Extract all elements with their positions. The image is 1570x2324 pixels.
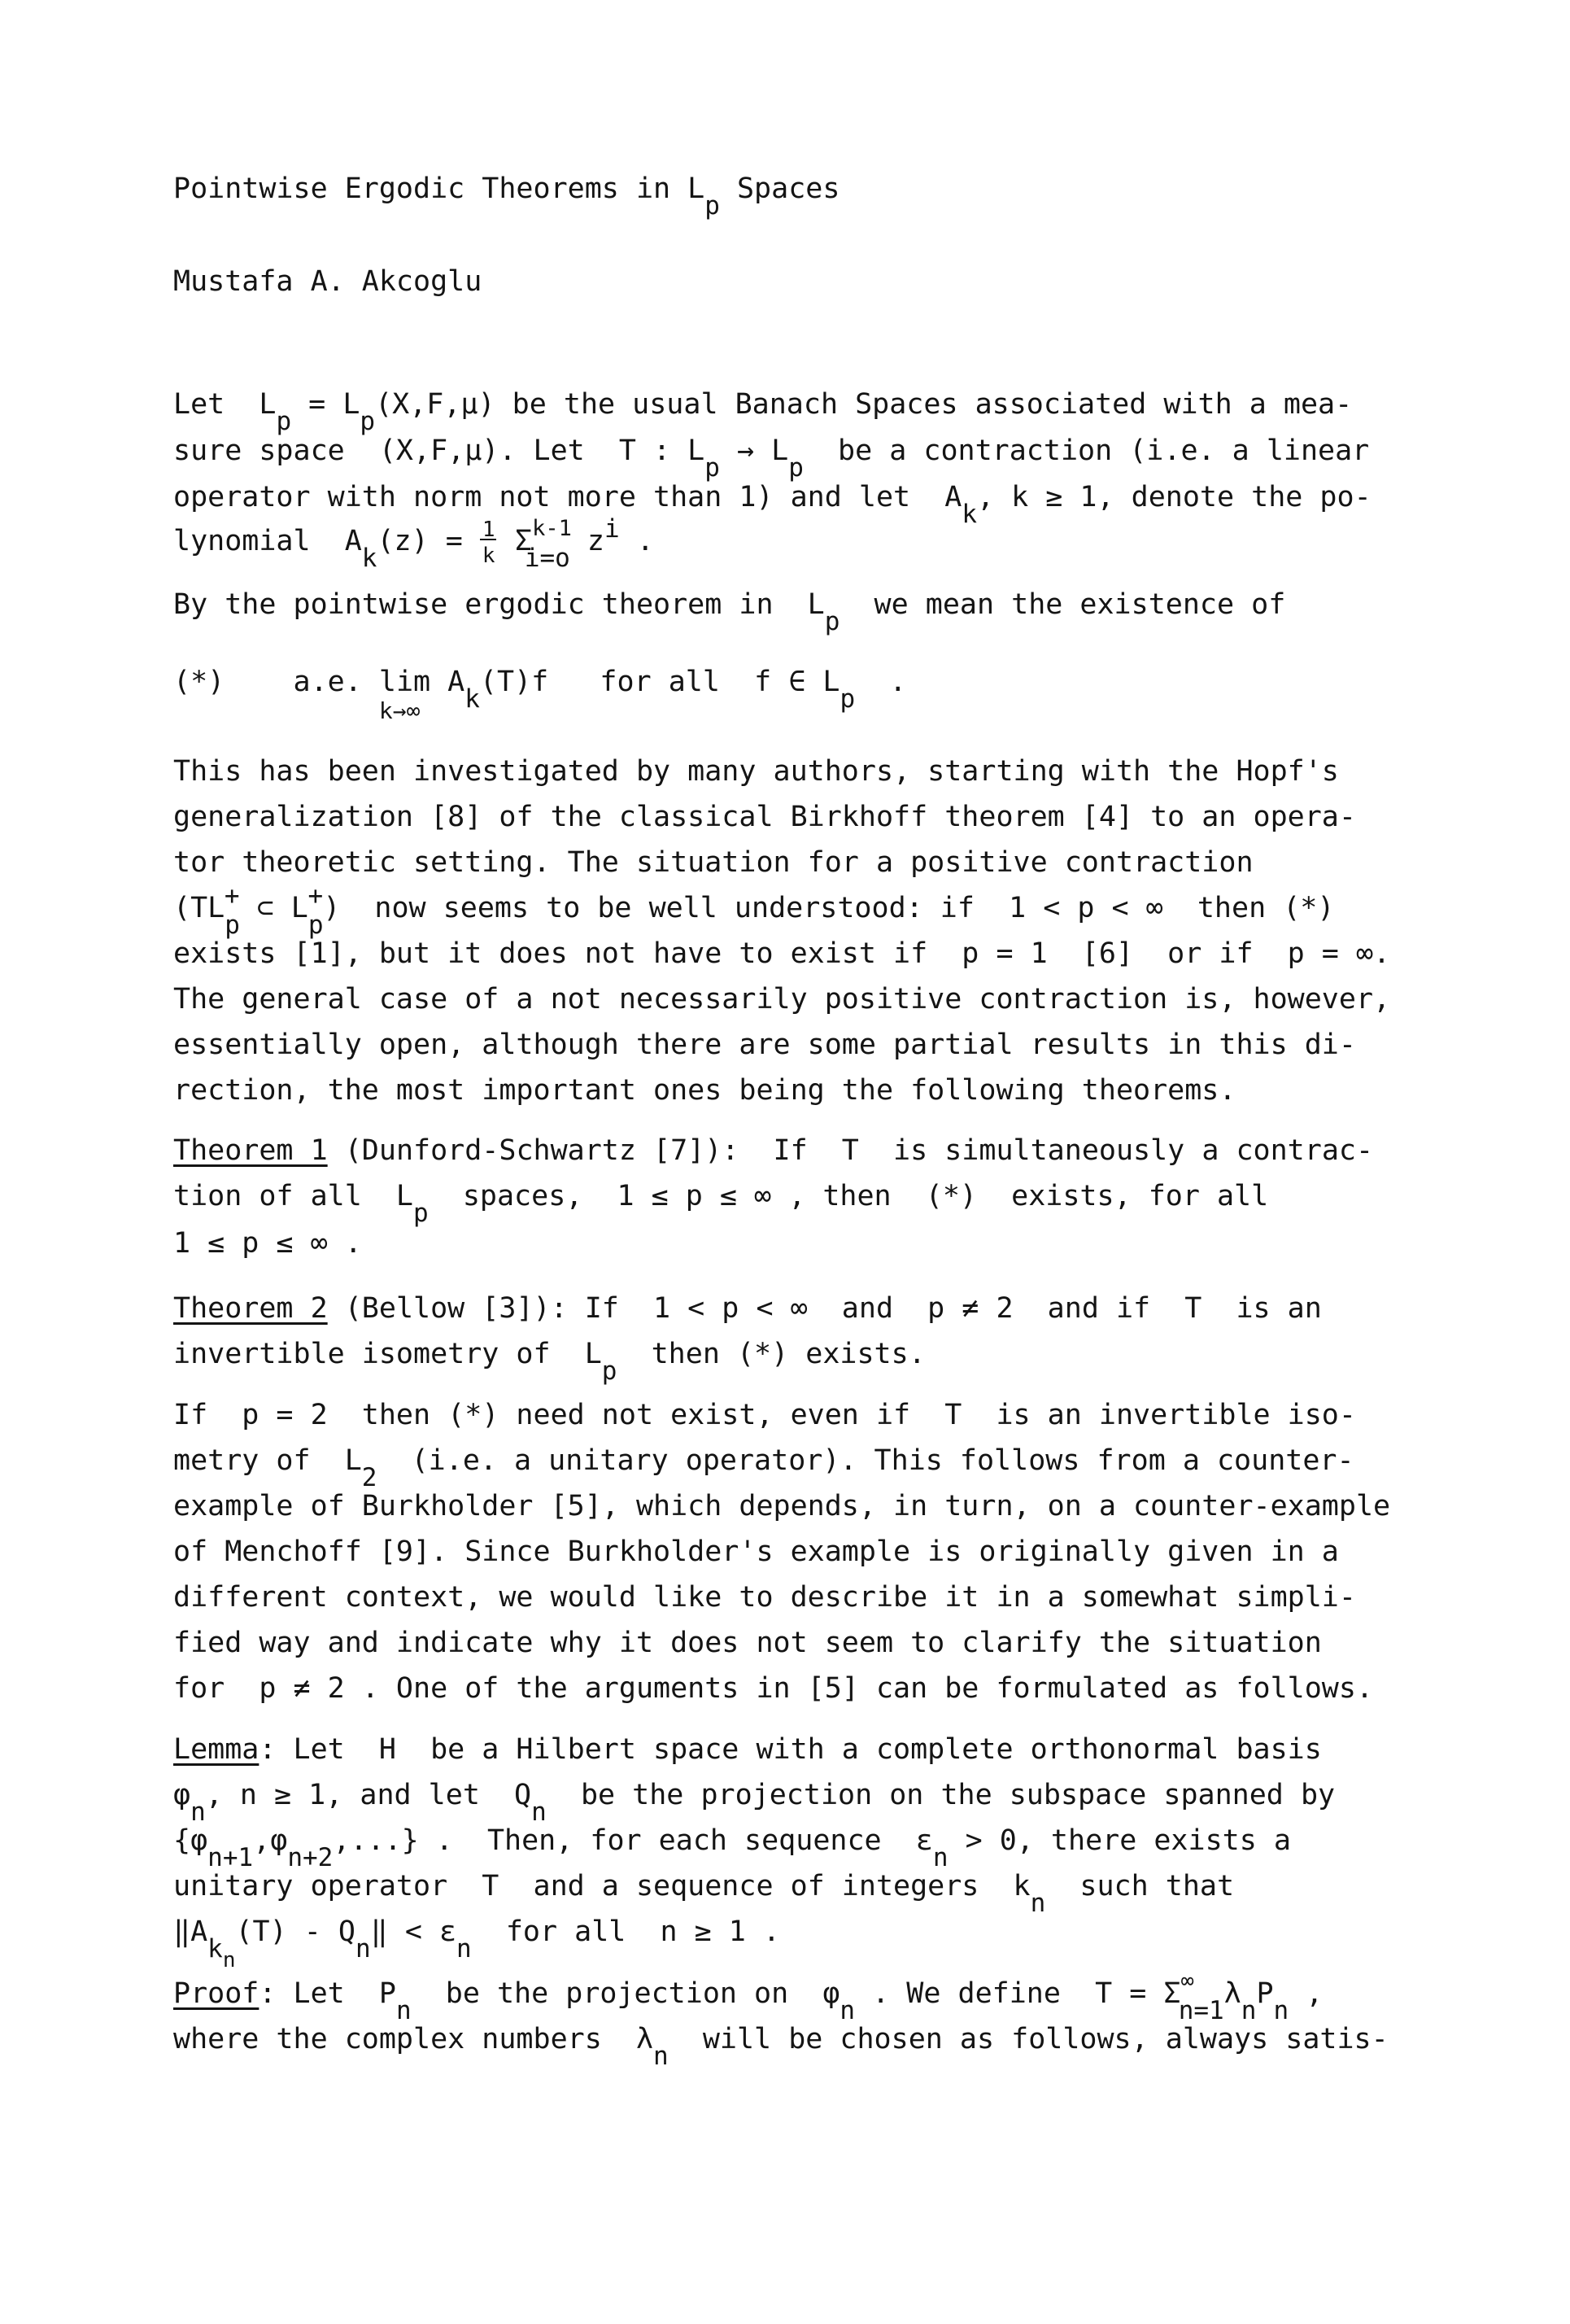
- intro-line-1: Let Lp = Lp(X,F,μ) be the usual Banach Spaces associated with a mea-: [173, 388, 1353, 436]
- para2-line-4: of Menchoff [9]. Since Burkholder's example is originally given in a: [173, 1536, 1339, 1568]
- intro-line-3: operator with norm not more than 1) and let Ak, k ≥ 1, denote the po-: [173, 481, 1372, 529]
- theorem2-line-2: invertible isometry of Lp then (*) exists.: [173, 1338, 926, 1386]
- para1-line-6: The general case of a not necessarily positive contraction is, however,: [173, 983, 1391, 1016]
- theorem1-line-1: Theorem 1 (Dunford-Schwartz [7]): If T is simultaneously a contrac-: [173, 1134, 1374, 1167]
- theorem1-line-3: 1 ≤ p ≤ ∞ .: [173, 1227, 362, 1260]
- theorem2-label: Theorem 2: [173, 1292, 328, 1325]
- limit-operator: lim k→∞: [378, 666, 431, 724]
- proof-line-2: where the complex numbers λn will be chosen as follows, always satis-: [173, 2023, 1389, 2071]
- proof-label: Proof: [173, 1977, 259, 2010]
- para1-line-8: rection, the most important ones being the following theorems.: [173, 1074, 1236, 1107]
- para1-line-1: This has been investigated by many authors, starting with the Hopf's: [173, 755, 1339, 788]
- theorem1-line-2: tion of all Lp spaces, 1 ≤ p ≤ ∞ , then (*) exists, for all: [173, 1180, 1269, 1228]
- intro-line-4: lynomial Ak(z) = 1 k $\Sigma^{k-1}i=o$ zi .: [173, 514, 654, 573]
- para2-line-7: for p ≠ 2 . One of the arguments in [5] can be formulated as follows.: [173, 1672, 1374, 1705]
- author-name: Mustafa A. Akcoglu: [173, 265, 482, 298]
- para1-line-5: exists [1], but it does not have to exist if p = 1 [6] or if p = ∞.: [173, 937, 1391, 970]
- para2-line-1: If p = 2 then (*) need not exist, even if T is an invertible iso-: [173, 1399, 1356, 1431]
- lemma-line-1: Lemma: Let H be a Hilbert space with a complete orthonormal basis: [173, 1733, 1322, 1766]
- para2-line-6: fied way and indicate why it does not seem to clarify the situation: [173, 1627, 1322, 1659]
- theorem1-label: Theorem 1: [173, 1134, 328, 1167]
- equation-star: (*) a.e. lim k→∞ Ak(T)f for all f ∈ Lp .: [173, 666, 907, 724]
- lemma-label: Lemma: [173, 1733, 259, 1766]
- para1-line-3: tor theoretic setting. The situation for a positive contraction: [173, 846, 1254, 879]
- para2-line-2: metry of L2 (i.e. a unitary operator). This follows from a counter-: [173, 1444, 1354, 1492]
- proof-line-1: Proof: Let Pn be the projection on φn . We define T = Σ∞n=1λnPn ,: [173, 1968, 1324, 2025]
- para1-line-2: generalization [8] of the classical Birkhoff theorem [4] to an opera-: [173, 801, 1356, 833]
- paper-title: Pointwise Ergodic Theorems in Lp Spaces: [173, 173, 840, 221]
- para1-line-7: essentially open, although there are some partial results in this di-: [173, 1029, 1356, 1061]
- intro-line-5: By the pointwise ergodic theorem in Lp we mean the existence of: [173, 588, 1286, 636]
- para2-line-3: example of Burkholder [5], which depends, in turn, on a counter-example: [173, 1490, 1391, 1522]
- lemma-line-5: $‖Ak_n(T)$ - Qn‖ < εn for all n ≥ 1 .: [173, 1916, 780, 1972]
- para2-line-5: different context, we would like to describe it in a somewhat simpli-: [173, 1581, 1356, 1614]
- intro-line-2: sure space (X,F,μ). Let T : Lp → Lp be a contraction (i.e. a linear: [173, 435, 1370, 483]
- theorem2-line-1: Theorem 2 (Bellow [3]): If 1 < p < ∞ and p ≠ 2 and if T is an: [173, 1292, 1322, 1325]
- lemma-line-3: {φn+1,φn+2,...} . Then, for each sequence εn > 0, there exists a: [173, 1824, 1291, 1872]
- para1-line-4: (TLp+ ⊂ Lp+) now seems to be well understood: if 1 < p < ∞ then (*): [173, 881, 1335, 940]
- lemma-line-4: unitary operator T and a sequence of integers kn such that: [173, 1870, 1235, 1918]
- lemma-line-2: φn, n ≥ 1, and let Qn be the projection on the subspace spanned by: [173, 1779, 1336, 1827]
